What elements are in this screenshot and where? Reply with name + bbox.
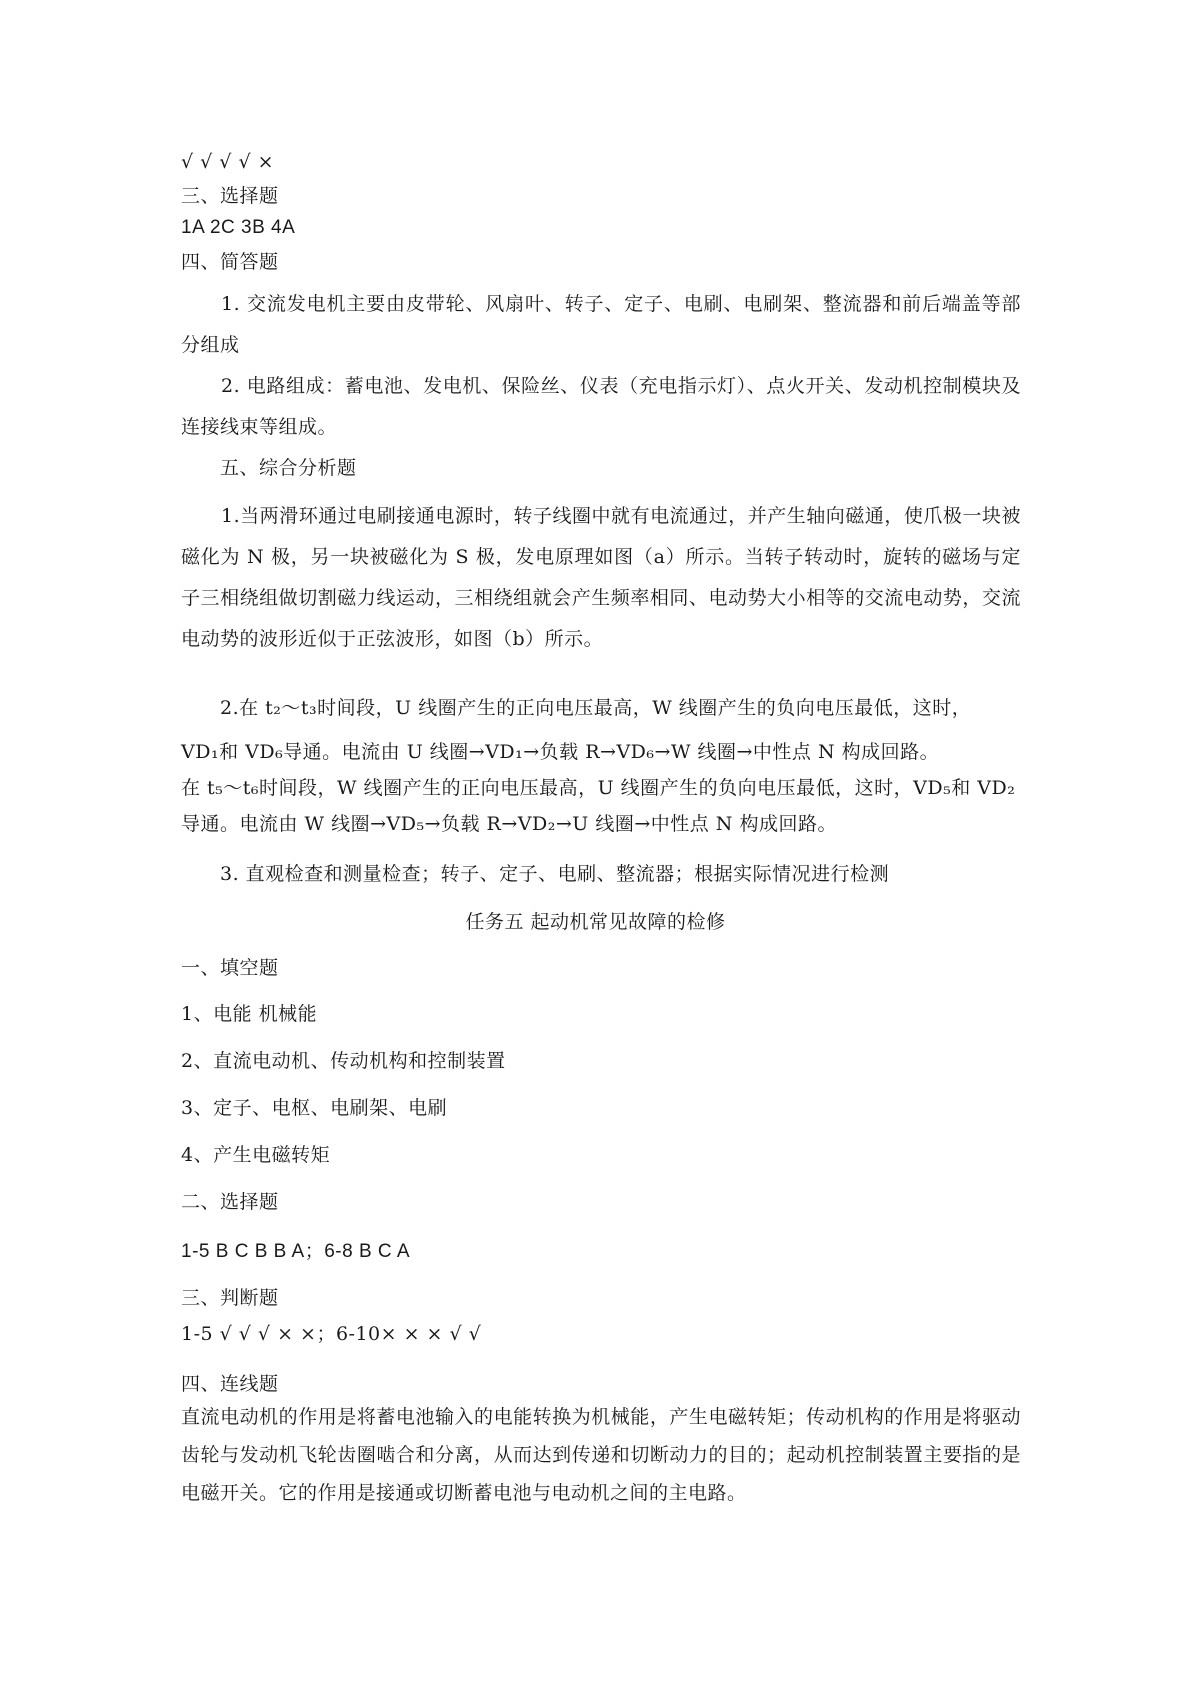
analysis-answer-2-line-3: 在 t₅～t₆时间段，W 线圈产生的正向电压最高，U 线圈产生的负向电压最低，这时，VD₅和 VD₂ xyxy=(181,777,1016,799)
section-heading-matching: 四、连线题 xyxy=(181,1373,279,1395)
choice-answer-previous: 1A 2C 3B 4A xyxy=(181,217,296,238)
short-answer-2: 2. 电路组成：蓄电池、发电机、保险丝、仪表（充电指示灯）、点火开关、发动机控制模块及连接线束等组成。 xyxy=(181,375,1021,438)
analysis-answer-2-line-4: 导通。电流由 W 线圈→VD₅→负载 R→VD₂→U 线圈→中性点 N 构成回路。 xyxy=(181,813,837,835)
matching-answer: 直流电动机的作用是将蓄电池输入的电能转换为机械能，产生电磁转矩；传动机构的作用是将驱动齿轮与发动机飞轮齿圈啮合和分离，从而达到传递和切断动力的目的；起动机控制装置主要指的是电磁开关。它的作用是接通或切断蓄电池与电动机之间的主电路。 xyxy=(181,1406,1021,1504)
judge-answer: 1-5 √ √ √ × ×；6-10× × × √ √ xyxy=(181,1323,482,1345)
section-heading-short-answer: 四、简答题 xyxy=(181,251,279,273)
judge-answer-previous: √ √ √ √ × xyxy=(181,151,275,173)
section-heading-choice: 三、选择题 xyxy=(181,185,279,207)
choice-answer: 1-5 B C B B A；6-8 B C A xyxy=(181,1241,411,1262)
short-answer-1: 1. 交流发电机主要由皮带轮、风扇叶、转子、定子、电刷、电刷架、整流器和前后端盖等部分组成 xyxy=(181,293,1021,356)
section-heading-judge: 三、判断题 xyxy=(181,1287,279,1309)
fill-answer-1: 1、电能 机械能 xyxy=(181,1003,318,1025)
task-title: 任务五 起动机常见故障的检修 xyxy=(465,911,726,933)
section-heading-analysis: 五、综合分析题 xyxy=(220,457,357,479)
section-heading-choice-2: 二、选择题 xyxy=(181,1191,279,1213)
analysis-answer-3: 3. 直观检查和测量检查；转子、定子、电刷、整流器；根据实际情况进行检测 xyxy=(220,863,890,885)
analysis-answer-2-line-2: VD₁和 VD₆导通。电流由 U 线圈→VD₁→负载 R→VD₆→W 线圈→中性点 N 构成回路。 xyxy=(181,741,940,763)
fill-answer-2: 2、直流电动机、传动机构和控制装置 xyxy=(181,1050,506,1072)
fill-answer-3: 3、定子、电枢、电刷架、电刷 xyxy=(181,1097,448,1119)
section-heading-fill: 一、填空题 xyxy=(181,957,279,979)
analysis-answer-2-line-1: 2.在 t₂～t₃时间段，U 线圈产生的正向电压最高，W 线圈产生的负向电压最低，这时， xyxy=(220,697,972,719)
analysis-answer-1: 1.当两滑环通过电刷接通电源时，转子线圈中就有电流通过，并产生轴向磁通，使爪极一块被磁化为 N 极，另一块被磁化为 S 极，发电原理如图（a）所示。当转子转动时，旋转的磁场与定子三相绕组做切割磁力线运动，三相绕组就会产生频率相同、电动势大小相等的交流电动势，交流电动势的波形近似于正弦波形，如图（b）所示。 xyxy=(181,505,1021,650)
fill-answer-4: 4、产生电磁转矩 xyxy=(181,1144,331,1166)
